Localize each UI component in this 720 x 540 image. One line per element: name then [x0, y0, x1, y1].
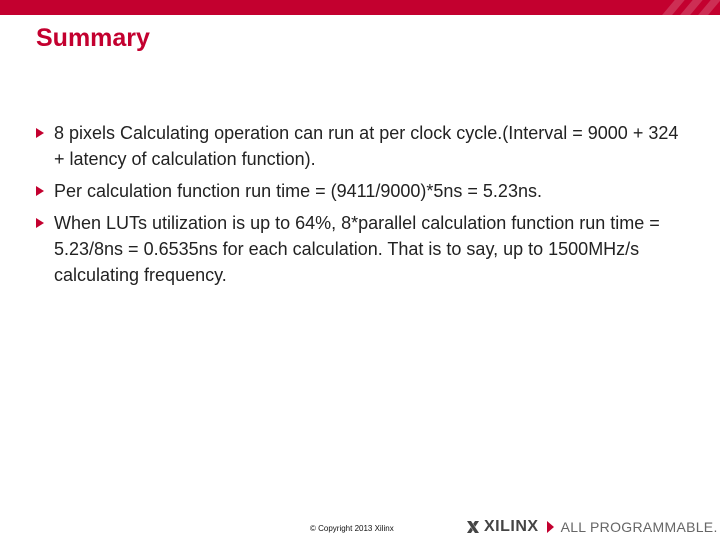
chevron-right-icon: [547, 521, 554, 533]
bullet-arrow-icon: [36, 186, 44, 196]
slide-title: Summary: [36, 24, 150, 52]
xilinx-x-icon: [466, 520, 480, 534]
bullet-item: [36, 178, 686, 204]
bullet-item: [36, 210, 686, 288]
bullet-text: Per calculation function run time = (9411/9000)*5ns = 5.23ns.: [54, 181, 542, 201]
brand-logo: [466, 517, 718, 537]
bullet-arrow-icon: [36, 128, 44, 138]
bullet-text: 8 pixels Calculating operation can run at per clock cycle.(Interval = 9000 + 324 + latency of calculation function).: [54, 123, 679, 169]
bullet-item: [36, 120, 686, 172]
brand-tagline: ALL PROGRAMMABLE.: [560, 519, 718, 535]
brand-name: XILINX: [484, 518, 539, 535]
header-bar: [0, 0, 720, 15]
bullet-list: [36, 120, 686, 294]
header-stripes-decoration: [660, 0, 720, 15]
bullet-text: When LUTs utilization is up to 64%, 8*parallel calculation function run time = 5.23/8ns = 0.6535ns for each calculation. That is to say, up to 1500MHz/s calculating frequency.: [54, 213, 660, 285]
bullet-arrow-icon: [36, 218, 44, 228]
copyright-notice: © Copyright 2013 Xilinx: [310, 524, 394, 533]
